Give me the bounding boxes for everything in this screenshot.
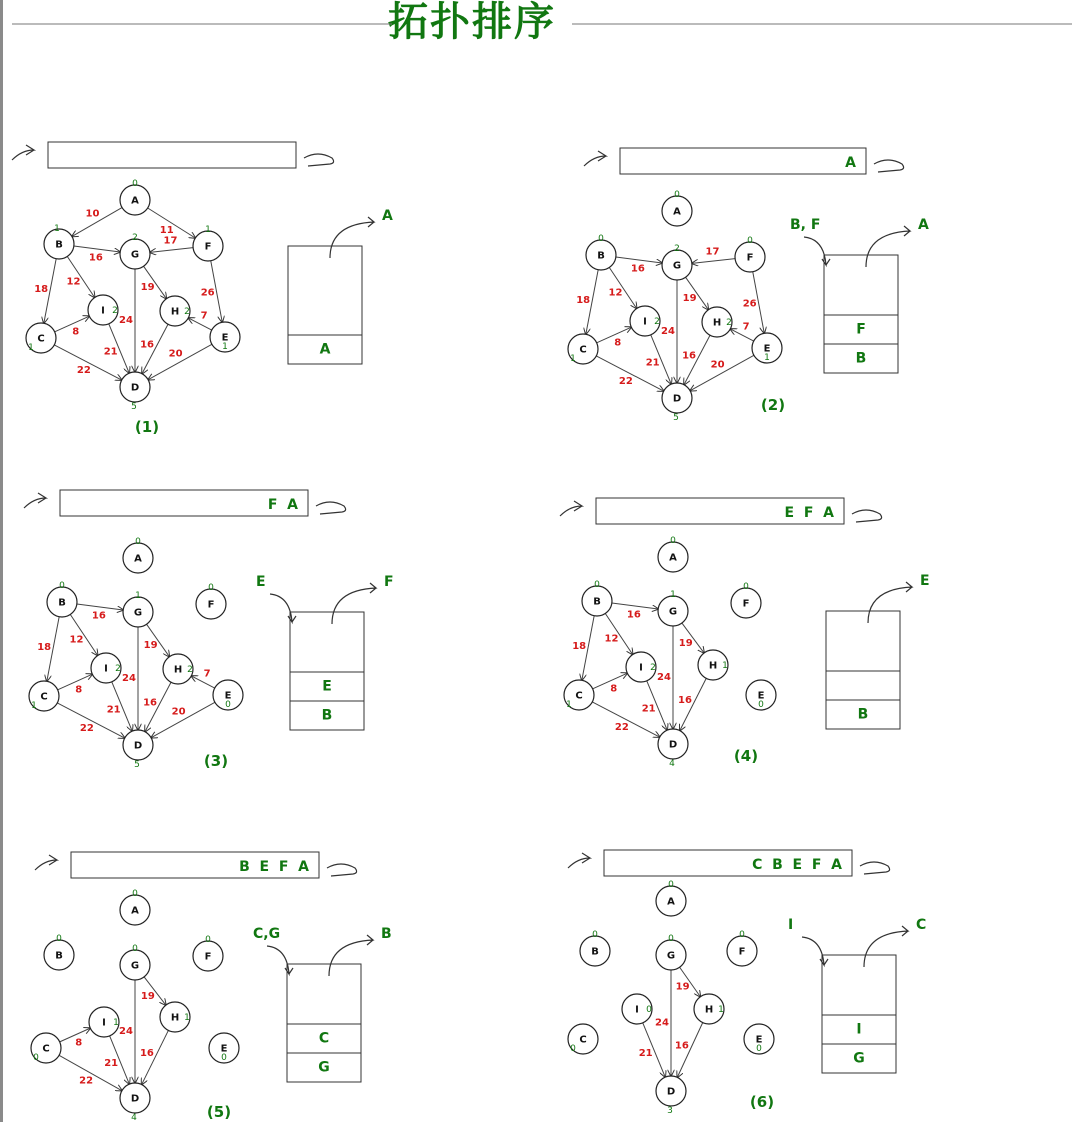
node-B [582,580,612,616]
node-label-D: D [668,739,678,751]
node-label-G: G [130,249,140,261]
node-indegree-F: 0 [208,583,214,593]
edge-F-G [692,259,735,264]
node-indegree-E: 0 [221,1053,227,1063]
node-indegree-E: 1 [222,342,228,352]
edge-weight-H-D: 16 [678,694,692,706]
node-D [120,1083,150,1122]
node-label-E: E [763,343,771,355]
node-label-I: I [635,1004,639,1016]
node-C [29,681,59,711]
node-A [658,536,688,572]
input-arrow-icon [568,853,590,868]
node-indegree-F: 1 [205,225,211,235]
node-label-I: I [104,663,108,675]
node-B [580,930,610,966]
edge-B-G [612,603,658,609]
node-D [662,383,692,423]
push-arrow-icon [267,946,293,974]
node-indegree-D: 3 [667,1106,673,1116]
node-indegree-F: 0 [205,935,211,945]
node-label-E: E [755,1034,763,1046]
node-indegree-F: 0 [747,236,753,246]
pop-label: A [918,217,929,233]
node-E [209,1033,239,1063]
node-I [622,994,652,1024]
node-indegree-G: 2 [132,233,138,243]
stack-item: F [856,321,866,338]
push-label: B, F [790,217,821,233]
node-C [31,1033,61,1063]
node-label-B: B [55,239,63,251]
node-indegree-I: 2 [654,317,660,327]
edge-weight-C-D: 22 [79,722,94,734]
edge-weight-G-D: 24 [119,315,133,326]
panel-number: (3) [203,752,229,770]
edge-weight-B-G: 16 [626,609,641,621]
node-label-C: C [40,691,48,703]
node-F [731,582,761,618]
node-H [698,650,728,680]
output-arrow-icon [304,154,334,166]
node-label-I: I [102,1017,106,1029]
pop-label: C [916,917,927,933]
panel-1 [12,142,393,436]
output-arrow-icon [860,862,890,874]
node-label-B: B [55,950,63,962]
node-indegree-G: 0 [668,934,674,944]
edge-weight-I-D: 21 [106,704,121,716]
node-label-F: F [742,598,750,610]
pop-label: A [382,208,393,224]
node-label-A: A [667,896,675,908]
node-G [658,590,688,626]
pop-label: E [920,573,930,589]
panel-number: (1) [134,418,160,436]
node-D [120,372,150,412]
node-indegree-G: 2 [674,244,680,254]
node-indegree-B: 0 [592,930,598,940]
node-indegree-E: 0 [756,1044,762,1054]
node-label-A: A [131,905,139,917]
edge-weight-G-H: 19 [678,637,693,649]
stack-item: C [318,1030,330,1047]
node-G [656,934,686,970]
node-indegree-D: 5 [131,402,137,412]
node-D [123,730,153,770]
edges [639,967,703,1077]
edge-weight-A-B: 10 [85,208,100,220]
node-indegree-F: 0 [739,930,745,940]
node-C [568,334,598,364]
node-A [120,179,150,215]
node-B [44,934,74,970]
edge-weight-E-H: 7 [200,310,208,322]
input-arrow-icon [24,493,46,508]
output-sequence-box [620,148,866,174]
edge-weight-B-I: 12 [69,634,84,646]
node-label-G: G [133,607,143,619]
node-label-G: G [668,606,678,618]
node-label-B: B [597,250,605,262]
node-label-D: D [130,1093,140,1105]
node-F [196,583,226,619]
node-indegree-B: 1 [54,224,60,234]
node-label-E: E [757,690,765,702]
node-F [727,930,757,966]
node-indegree-E: 1 [764,353,770,363]
node-label-I: I [639,662,643,674]
edge-weight-C-D: 22 [614,721,629,733]
push-arrow-icon [270,594,296,622]
stack-item: B [857,706,869,723]
edge-weight-F-G: 17 [163,235,178,247]
panel-2 [568,148,929,423]
edge-weight-E-D: 20 [168,348,183,360]
node-label-B: B [58,597,66,609]
edge-weight-H-D: 16 [682,350,696,362]
panel-number: (6) [749,1093,775,1111]
node-indegree-H: 1 [722,661,728,671]
edge-weight-I-D: 21 [638,1047,653,1059]
node-label-E: E [221,332,229,344]
node-label-H: H [704,1004,714,1016]
node-I [88,295,118,325]
node-indegree-C: 1 [566,700,572,710]
push-arrow-icon [802,937,828,965]
node-label-D: D [130,382,140,394]
edge-weight-H-D: 16 [143,697,157,709]
node-E [213,680,243,710]
node-label-D: D [666,1086,676,1098]
node-B [47,581,77,617]
node-indegree-H: 2 [187,665,193,675]
node-label-F: F [207,599,215,611]
node-indegree-A: 0 [668,880,674,890]
node-indegree-C: 1 [28,343,34,353]
node-indegree-B: 0 [59,581,65,591]
node-B [44,224,74,259]
edge-weight-H-D: 16 [140,339,154,351]
push-label: E [256,574,266,590]
panel-5 [31,852,392,1122]
edge-weight-I-D: 21 [641,703,656,715]
node-indegree-H: 1 [184,1013,190,1023]
stack-item: G [318,1059,330,1076]
edge-weight-I-D: 21 [645,357,660,369]
stack-item: E [322,678,332,695]
output-arrow-icon [316,502,346,514]
input-arrow-icon [35,855,57,870]
output-arrow-icon [852,510,882,522]
edge-weight-B-G: 16 [91,610,106,622]
output-sequence-text: B E F A [239,859,309,875]
edge-weight-B-G: 16 [88,252,103,264]
output-sequence-box [48,142,296,168]
edge-weight-G-D: 24 [122,673,136,684]
node-indegree-G: 0 [132,944,138,954]
input-arrow-icon [12,145,34,160]
node-label-A: A [669,552,677,564]
edge-B-G [74,246,120,252]
edge-B-G [77,604,123,610]
edge-weight-G-D: 24 [119,1026,133,1037]
input-arrow-icon [584,151,606,166]
page-title: 拓扑排序 [388,0,556,45]
node-F [193,225,223,261]
node-indegree-G: 1 [670,590,676,600]
node-indegree-D: 5 [134,760,140,770]
node-indegree-A: 0 [670,536,676,546]
edge-weight-E-D: 20 [710,359,725,371]
edge-weight-G-H: 19 [143,640,158,652]
node-label-G: G [666,950,676,962]
node-A [120,889,150,925]
node-indegree-C: 1 [31,701,37,711]
edge-weight-I-D: 21 [103,346,118,358]
node-H [694,994,724,1024]
panel-3 [24,490,394,770]
node-indegree-C: 1 [570,354,576,364]
node-I [91,653,121,683]
panel-4 [560,498,930,769]
edge-weight-C-I: 8 [72,326,80,338]
node-H [160,296,190,326]
edge-weight-F-E: 26 [742,298,757,310]
edge-weight-E-H: 7 [203,668,211,680]
node-indegree-E: 0 [758,700,764,710]
output-arrow-icon [874,160,904,172]
node-label-F: F [204,241,212,253]
node-indegree-B: 0 [598,234,604,244]
node-label-H: H [170,1012,180,1024]
node-label-B: B [591,946,599,958]
edge-weight-B-I: 12 [608,287,623,299]
edge-weight-C-D: 22 [618,375,633,387]
node-label-F: F [204,951,212,963]
node-H [160,1002,190,1032]
node-E [210,322,240,352]
stack-item: G [853,1050,865,1067]
node-A [123,537,153,573]
node-C [564,680,594,710]
node-F [735,236,765,272]
edge-weight-B-I: 12 [604,633,619,645]
edge-weight-B-C: 18 [37,641,52,653]
node-I [630,306,660,336]
edge-weight-C-D: 22 [76,364,91,376]
stack-item: I [856,1021,862,1038]
node-label-F: F [746,252,754,264]
push-label: I [788,917,794,933]
edge-weight-H-D: 16 [139,1048,154,1060]
node-label-C: C [579,1034,587,1046]
node-indegree-C: 0 [33,1053,39,1063]
node-indegree-I: 1 [113,1018,119,1028]
node-indegree-A: 0 [674,190,680,200]
edge-weight-G-D: 24 [655,1017,669,1029]
stack-item: B [855,350,867,367]
edge-weight-G-D: 24 [657,672,671,683]
node-label-G: G [672,260,682,272]
node-indegree-B: 0 [56,934,62,944]
edge-weight-C-I: 8 [610,683,618,695]
node-C [568,1024,598,1054]
node-label-A: A [134,553,142,565]
node-label-F: F [738,946,746,958]
edge-weight-G-H: 19 [140,990,155,1002]
edge-weight-B-C: 18 [576,294,591,306]
node-indegree-I: 2 [115,664,121,674]
edge-weight-B-C: 18 [572,640,587,652]
edge-weight-B-C: 18 [34,283,49,295]
edge-weight-B-G: 16 [630,263,645,275]
node-label-G: G [130,960,140,972]
node-indegree-F: 0 [743,582,749,592]
node-label-E: E [224,690,232,702]
push-label: C,G [253,926,281,942]
node-G [120,233,150,269]
edge-weight-G-H: 19 [682,293,697,305]
node-F [193,935,223,971]
edge-weight-F-E: 26 [200,287,215,299]
node-label-D: D [672,393,682,405]
output-sequence-text: F A [267,497,298,513]
edge-weight-I-D: 21 [104,1057,119,1069]
node-indegree-A: 0 [132,179,138,189]
edge-weight-B-I: 12 [66,276,81,288]
node-indegree-I: 0 [646,1005,652,1015]
panel-number: (2) [760,396,786,414]
node-G [120,944,150,980]
node-label-B: B [593,596,601,608]
push-arrow-icon [804,237,830,265]
edge-weight-C-I: 8 [75,684,83,696]
edge-weight-E-D: 20 [171,706,186,718]
output-sequence-text: E F A [784,505,834,521]
edge-weight-F-G: 17 [705,246,720,258]
output-arrow-icon [327,864,357,876]
node-label-D: D [133,740,143,752]
node-indegree-D: 5 [673,413,679,423]
edge-weight-H-D: 16 [674,1040,689,1052]
edge-F-G [150,248,193,253]
node-indegree-E: 0 [225,700,231,710]
edge-weight-C-I: 8 [614,337,622,349]
node-label-I: I [101,305,105,317]
edge-B-G [616,257,662,263]
node-indegree-H: 1 [718,1005,724,1015]
panel-number: (5) [206,1103,232,1121]
node-label-E: E [220,1043,228,1055]
edge-weight-E-H: 7 [742,321,750,333]
panel-6 [568,850,926,1116]
node-label-H: H [712,317,722,329]
node-I [89,1007,119,1037]
node-indegree-H: 2 [726,318,732,328]
node-label-H: H [708,660,718,672]
node-D [656,1076,686,1116]
node-label-C: C [575,690,583,702]
node-indegree-D: 4 [131,1113,137,1122]
stack-item: B [321,707,333,724]
edge-weight-C-I: 8 [75,1037,83,1049]
node-indegree-I: 2 [112,306,118,316]
output-sequence-text: C B E F A [752,857,842,873]
node-G [662,244,692,280]
node-indegree-B: 0 [594,580,600,590]
node-label-H: H [173,664,183,676]
node-label-C: C [42,1043,50,1055]
node-E [746,680,776,710]
edge-weight-C-D: 22 [79,1075,94,1087]
node-indegree-I: 2 [650,663,656,673]
node-I [626,652,656,682]
node-label-H: H [170,306,180,318]
node-indegree-A: 0 [132,889,138,899]
pop-label: F [384,574,394,590]
node-E [744,1024,774,1054]
panel-number: (4) [733,747,759,765]
node-A [662,190,692,226]
node-E [752,333,782,363]
node-H [163,654,193,684]
pop-label: B [381,926,392,942]
node-H [702,307,732,337]
node-C [26,323,56,353]
node-G [123,591,153,627]
edge-weight-A-F: 11 [159,225,174,237]
edge-weight-G-H: 19 [140,282,155,294]
node-indegree-G: 1 [135,591,141,601]
stack-item: A [319,341,331,358]
edge-weight-G-D: 24 [661,326,675,337]
node-label-C: C [579,344,587,356]
node-label-A: A [131,195,139,207]
node-indegree-D: 4 [669,759,675,769]
node-indegree-C: 0 [570,1044,576,1054]
node-D [658,729,688,769]
node-label-I: I [643,316,647,328]
node-B [586,234,616,270]
node-indegree-H: 2 [184,307,190,317]
node-label-C: C [37,333,45,345]
output-sequence-text: A [845,155,856,171]
input-arrow-icon [560,501,582,516]
node-indegree-A: 0 [135,537,141,547]
node-A [656,880,686,916]
edge-weight-G-H: 19 [675,981,690,993]
node-label-A: A [673,206,681,218]
